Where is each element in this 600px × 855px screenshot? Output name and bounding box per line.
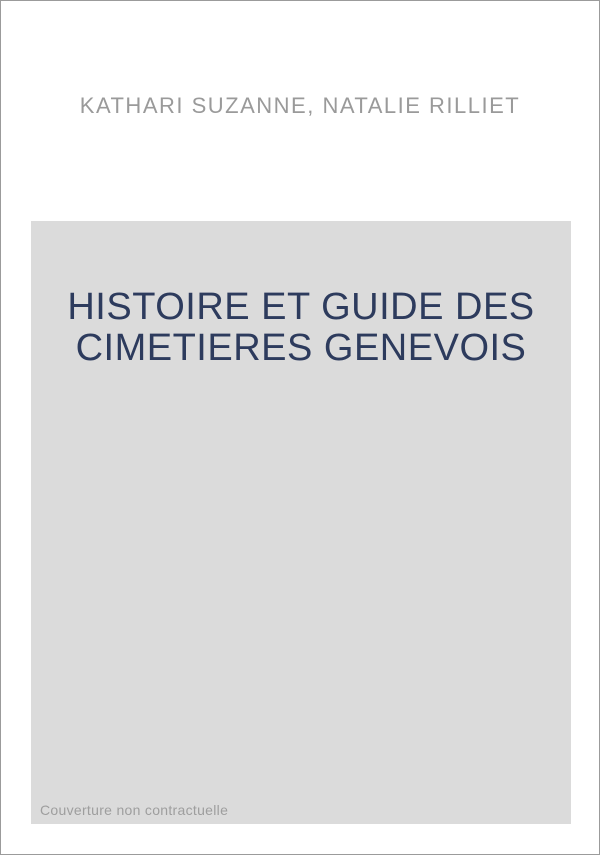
authors-line: KATHARI SUZANNE, NATALIE RILLIET — [79, 93, 521, 118]
cover-placeholder-panel — [31, 221, 571, 824]
book-title — [31, 287, 571, 369]
cover-disclaimer-note: Couverture non contractuelle — [40, 802, 229, 818]
book-title-line-1: HISTOIRE ET GUIDE DES — [67, 286, 535, 328]
book-title-line-2: CIMETIERES GENEVOIS — [75, 327, 527, 370]
